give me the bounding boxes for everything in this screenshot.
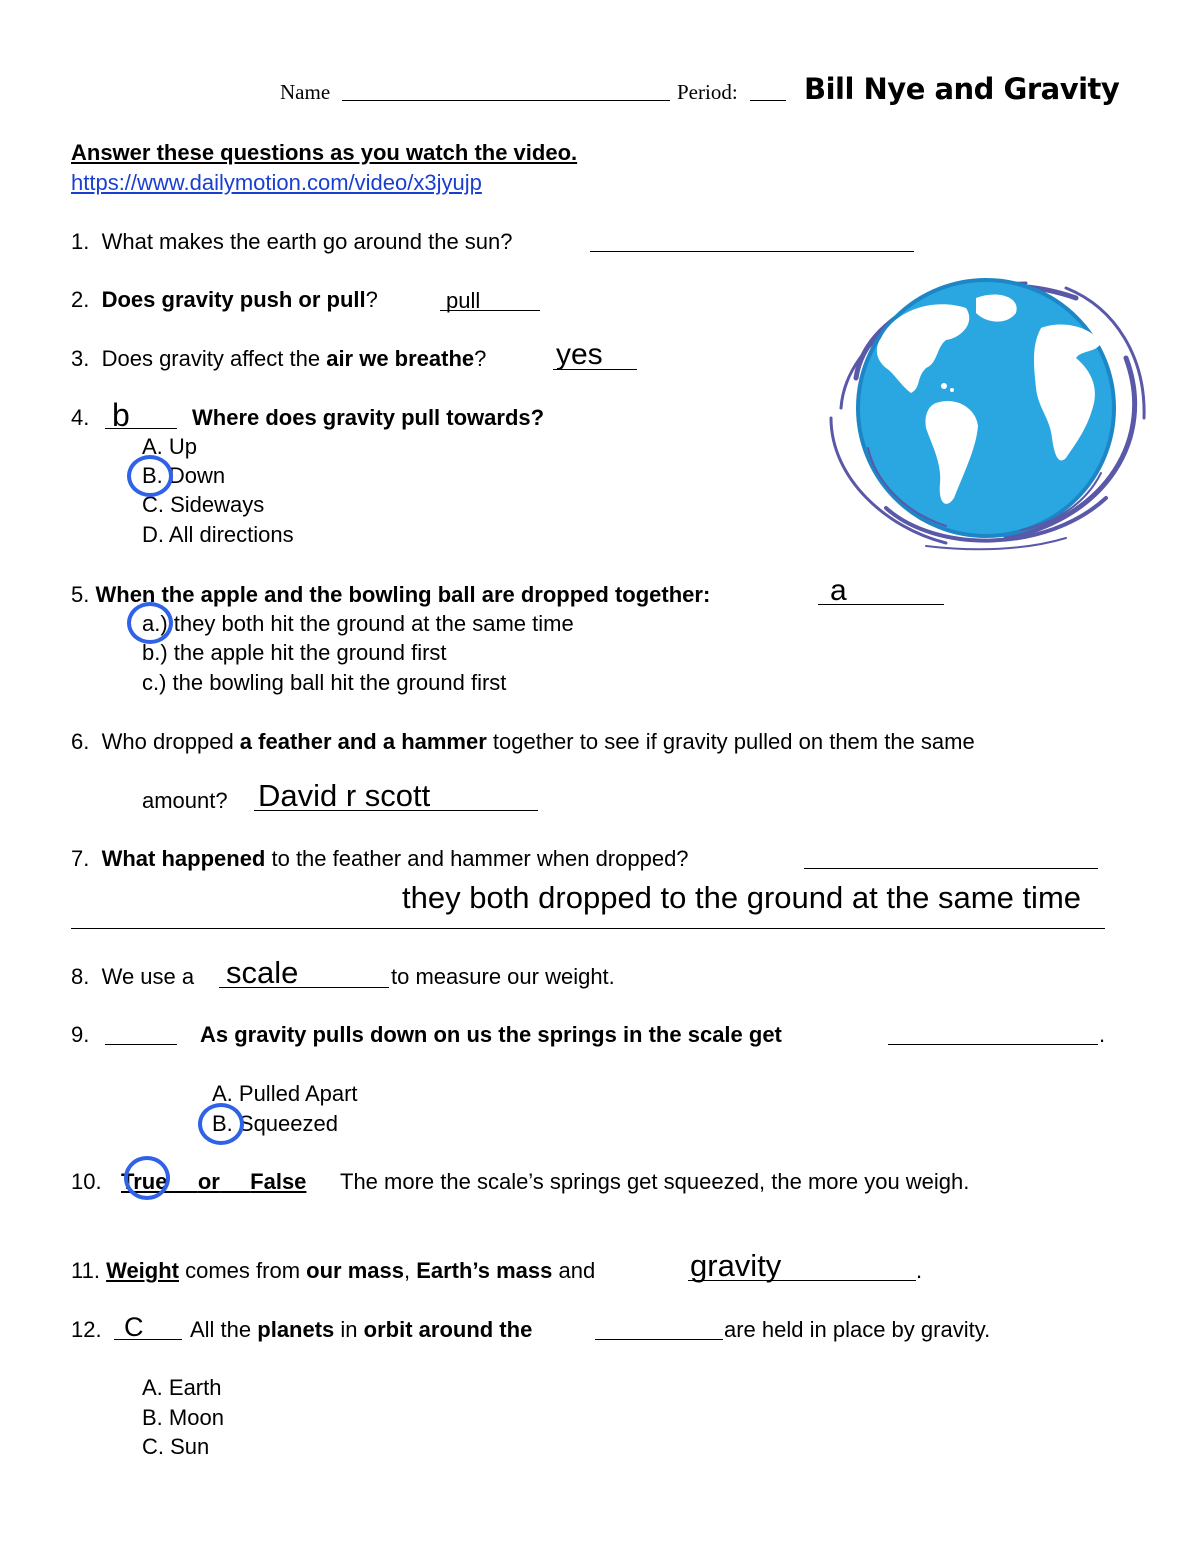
q12-answer: C — [124, 1312, 144, 1342]
q11-answer: gravity — [690, 1248, 782, 1283]
q1-blank — [590, 251, 914, 252]
question-10-num: 10. — [71, 1169, 102, 1194]
question-6-line2: amount? — [142, 788, 228, 813]
question-10-text: The more the scale’s springs get squeezed, the more you weigh. — [340, 1169, 970, 1194]
q12-option-c: C. Sun — [142, 1434, 210, 1459]
q4-option-b: B. Down — [142, 463, 226, 488]
question-12-text: All the planets in orbit around the — [190, 1317, 533, 1342]
answer-circle — [127, 455, 173, 497]
earth-globe-image — [826, 268, 1152, 552]
question-11: 11. Weight comes from our mass, Earth’s mass and — [71, 1258, 596, 1283]
question-7: 7. What happened to the feather and hammer when dropped? — [71, 846, 689, 871]
question-3: 3. Does gravity affect the air we breathe? — [71, 346, 487, 371]
q7-blank — [804, 868, 1098, 869]
question-9-end: . — [1099, 1022, 1106, 1047]
question-5: 5. When the apple and the bowling ball are dropped together: — [71, 582, 711, 607]
q5-option-c: c.) the bowling ball hit the ground first — [142, 670, 507, 695]
video-link[interactable]: https://www.dailymotion.com/video/x3jyujp — [71, 170, 482, 195]
q4-answer: b — [112, 397, 130, 433]
question-12-num: 12. — [71, 1317, 102, 1342]
q12-blank-2 — [595, 1339, 723, 1340]
question-6: 6. Who dropped a feather and a hammer together to see if gravity pulled on them the same — [71, 729, 975, 754]
question-2: 2. Does gravity push or pull? — [71, 287, 378, 312]
question-11-end: . — [916, 1258, 923, 1283]
period-line — [750, 100, 786, 101]
q2-answer: pull — [446, 288, 481, 313]
q7-answer-line — [71, 928, 1105, 929]
q5-option-a: a.) they both hit the ground at the same time — [142, 611, 574, 636]
q4-option-a: A. Up — [142, 434, 198, 459]
instructions: Answer these questions as you watch the video. — [71, 140, 578, 165]
q12-option-b: B. Moon — [142, 1405, 224, 1430]
q6-answer: David r scott — [258, 778, 431, 813]
question-8-pre: 8. We use a — [71, 964, 195, 989]
q4-option-d: D. All directions — [142, 522, 294, 547]
answer-circle — [124, 1156, 170, 1200]
true-or-false: True or False — [121, 1169, 307, 1194]
q9-option-b: B. Squeezed — [212, 1111, 338, 1136]
name-label: Name — [280, 80, 331, 104]
question-4-text: Where does gravity pull towards? — [192, 405, 545, 430]
question-9-num: 9. — [71, 1022, 90, 1047]
q5-option-b: b.) the apple hit the ground first — [142, 640, 447, 665]
q5-answer: a — [830, 574, 847, 607]
period-label: Period: — [677, 80, 738, 104]
question-1: 1. What makes the earth go around the sun? — [71, 229, 513, 254]
answer-circle — [127, 602, 173, 644]
q12-option-a: A. Earth — [142, 1375, 222, 1400]
page-title: Bill Nye and Gravity — [804, 72, 1120, 106]
question-4-num: 4. — [71, 405, 90, 430]
name-line — [342, 100, 670, 101]
q9-blank-2 — [888, 1044, 1098, 1045]
question-12-after: are held in place by gravity. — [724, 1317, 991, 1342]
question-9-text: As gravity pulls down on us the springs in the scale get — [200, 1022, 782, 1047]
q9-blank — [105, 1044, 177, 1045]
question-8-after: to measure our weight. — [391, 964, 615, 989]
q9-option-a: A. Pulled Apart — [212, 1081, 358, 1106]
q3-answer: yes — [556, 338, 603, 371]
answer-circle — [198, 1103, 244, 1145]
q7-answer: they both dropped to the ground at the same time — [402, 880, 1082, 915]
q8-answer: scale — [226, 955, 299, 990]
q4-option-c: C. Sideways — [142, 492, 265, 517]
